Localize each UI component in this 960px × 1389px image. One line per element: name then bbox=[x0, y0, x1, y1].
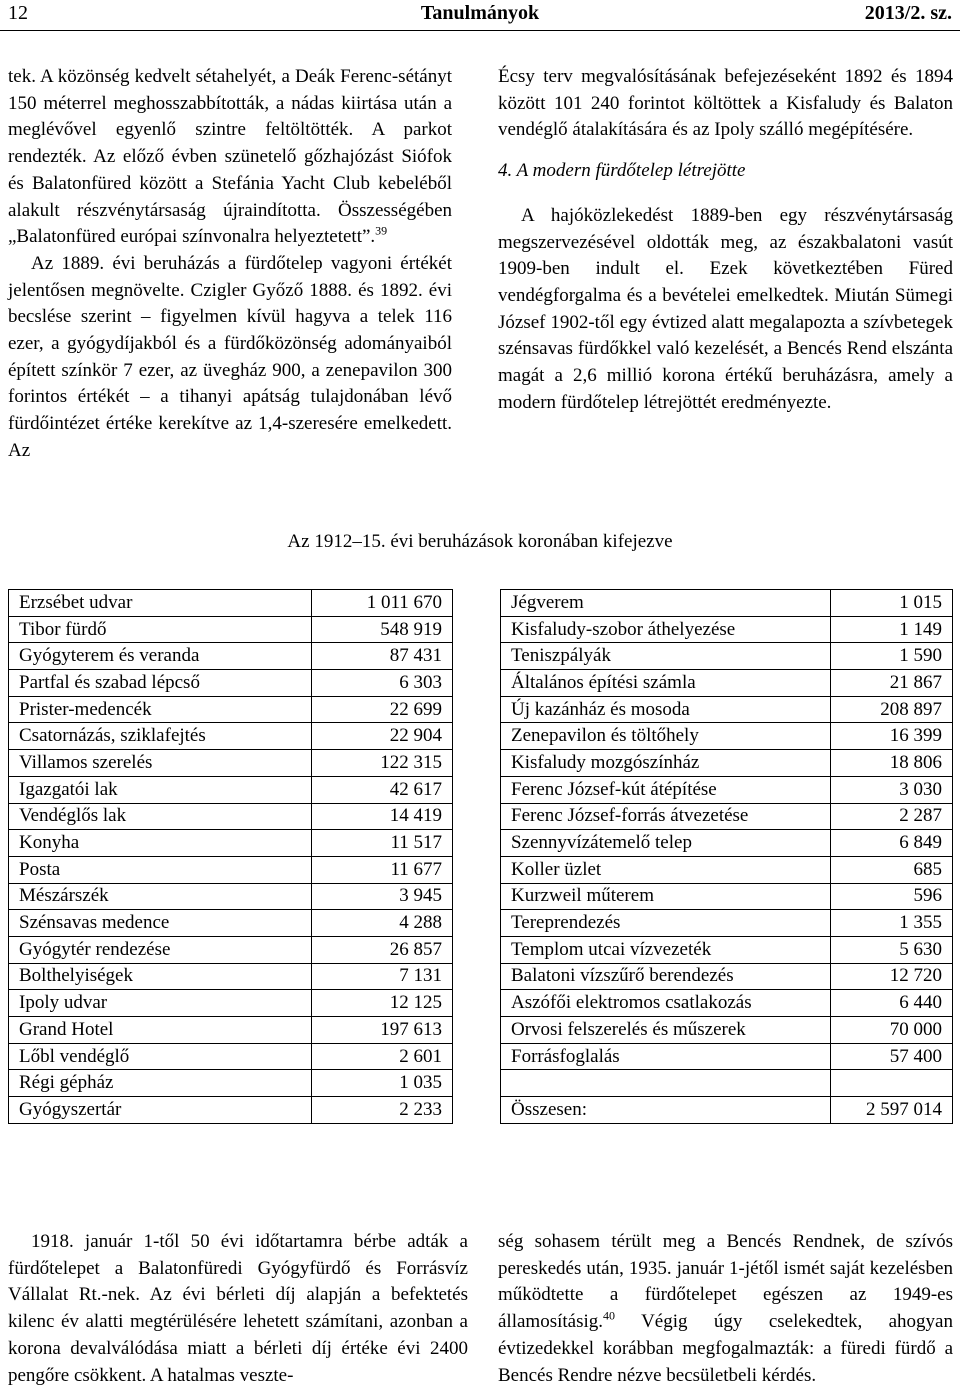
table-row bbox=[501, 1043, 953, 1070]
issue-label: 2013/2. sz. bbox=[864, 2, 952, 24]
section-heading: 4. A modern fürdőtelep létrejötte bbox=[498, 160, 746, 182]
item-name-cell: Teniszpályák bbox=[501, 643, 831, 670]
item-name-cell: Összesen: bbox=[501, 1097, 831, 1124]
item-value-cell: 87 431 bbox=[312, 643, 453, 670]
bottom-right-column bbox=[498, 1229, 953, 1389]
item-value-cell: 3 030 bbox=[830, 776, 952, 803]
item-value-cell: 1 149 bbox=[830, 616, 952, 643]
paragraph-text: tek. A közönség kedvelt sétahelyét, a Deák Ferenc-sétányt 150 méterrel meghosszabbították, a nádas kiirtása után a meglévővel egyenlő szintre feltöltötték. A parkot rendezték. Az előző évben szünetelő gőzhajózást Siófok és Balatonfüred között a Stefánia Yacht Club kebeléből alakult részvénytársaság újraindította. Összességében „Balatonfüred európai színvonalra helyeztetett”. bbox=[8, 66, 452, 248]
item-name-cell: Villamos szerelés bbox=[9, 750, 312, 777]
item-value-cell: 1 035 bbox=[312, 1070, 453, 1097]
paragraph-text: Végig úgy cselekedtek, ahogyan évtizedekkel korábban megfogalmazták: a füredi fürdő a Bencés Rendre nézve becsületbeli kérdés. bbox=[498, 1311, 953, 1386]
paragraph: A hajóközlekedést 1889-ben egy részvénytársaság megszervezésével oldották meg, az északbalatoni vasút 1909-ben indult el. Ezek következtében Füred vendégforgalma és a bevételei emelkedtek. Miután Sümegi József 1902-től egy évtized alatt megalapozta a szívbetegek szénsavas fürdőkkel való kezelését, a Bencés Rend elszánta magát a 2,6 millió korona értékű beruházásra, amely a modern fürdőtelep létrejöttét eredményezte. bbox=[498, 204, 953, 413]
item-name-cell: Ferenc József-kút átépítése bbox=[501, 776, 831, 803]
table-row bbox=[9, 750, 453, 777]
item-name-cell: Bolthelyiségek bbox=[9, 963, 312, 990]
item-value-cell: 1 015 bbox=[830, 590, 952, 617]
item-value-cell: 2 287 bbox=[830, 803, 952, 830]
paragraph-text: ség sohasem térült meg a Bencés Rendnek, de szívós pereskedés után, 1935. január 1-jétől ismét saját kezelésben működtette a fürdőtelepet egészen az 1949-es államosításig. bbox=[498, 1231, 953, 1333]
table-row bbox=[501, 1097, 953, 1124]
item-value-cell: 685 bbox=[830, 856, 952, 883]
table-row bbox=[9, 883, 453, 910]
item-name-cell: Lőbl vendéglő bbox=[9, 1043, 312, 1070]
item-value-cell: 1 355 bbox=[830, 910, 952, 937]
table-row bbox=[9, 910, 453, 937]
item-value-cell: 14 419 bbox=[312, 803, 453, 830]
item-value-cell: 12 125 bbox=[312, 990, 453, 1017]
item-value-cell: 7 131 bbox=[312, 963, 453, 990]
item-value-cell bbox=[830, 1070, 952, 1097]
item-value-cell: 122 315 bbox=[312, 750, 453, 777]
table-row bbox=[501, 883, 953, 910]
investment-table-right bbox=[500, 589, 953, 1124]
item-value-cell: 21 867 bbox=[830, 670, 952, 697]
item-value-cell: 197 613 bbox=[312, 1017, 453, 1044]
item-value-cell: 18 806 bbox=[830, 750, 952, 777]
item-name-cell: Tibor fürdő bbox=[9, 616, 312, 643]
item-name-cell: Partfal és szabad lépcső bbox=[9, 670, 312, 697]
item-name-cell: Aszófői elektromos csatlakozás bbox=[501, 990, 831, 1017]
item-value-cell: 16 399 bbox=[830, 723, 952, 750]
item-value-cell: 70 000 bbox=[830, 1017, 952, 1044]
item-value-cell: 22 904 bbox=[312, 723, 453, 750]
item-name-cell: Kisfaludy mozgószínház bbox=[501, 750, 831, 777]
table-row bbox=[9, 1070, 453, 1097]
table-row bbox=[501, 590, 953, 617]
item-name-cell: Orvosi felszerelés és műszerek bbox=[501, 1017, 831, 1044]
item-name-cell: Templom utcai vízvezeték bbox=[501, 936, 831, 963]
item-name-cell: Gyógyterem és veranda bbox=[9, 643, 312, 670]
table-row bbox=[9, 776, 453, 803]
item-value-cell: 11 677 bbox=[312, 856, 453, 883]
item-name-cell: Általános építési számla bbox=[501, 670, 831, 697]
table-row bbox=[501, 910, 953, 937]
table-row bbox=[9, 670, 453, 697]
footnote-ref: 39 bbox=[375, 223, 388, 238]
item-name-cell: Posta bbox=[9, 856, 312, 883]
item-name-cell: Konyha bbox=[9, 830, 312, 857]
table-row bbox=[501, 750, 953, 777]
page-number: 12 bbox=[8, 2, 28, 24]
item-name-cell bbox=[501, 1070, 831, 1097]
item-name-cell: Prister-medencék bbox=[9, 696, 312, 723]
paragraph: Écsy terv megvalósításának befejezéseként 1892 és 1894 között 101 240 forintot költöttek a Kisfaludy és Balaton vendéglő átalakítására és az Ipoly szálló megépítésére. bbox=[498, 66, 953, 141]
investment-table-left bbox=[8, 589, 453, 1124]
item-name-cell: Mészárszék bbox=[9, 883, 312, 910]
item-name-cell: Új kazánház és mosoda bbox=[501, 696, 831, 723]
item-name-cell: Gyógyszertár bbox=[9, 1097, 312, 1124]
table-row bbox=[501, 830, 953, 857]
table-row bbox=[501, 1070, 953, 1097]
table-row bbox=[9, 1097, 453, 1124]
item-value-cell: 4 288 bbox=[312, 910, 453, 937]
item-value-cell: 26 857 bbox=[312, 936, 453, 963]
table-row bbox=[9, 856, 453, 883]
item-name-cell: Zenepavilon és töltőhely bbox=[501, 723, 831, 750]
item-name-cell: Grand Hotel bbox=[9, 1017, 312, 1044]
item-name-cell: Igazgatói lak bbox=[9, 776, 312, 803]
item-value-cell: 6 303 bbox=[312, 670, 453, 697]
item-value-cell: 2 233 bbox=[312, 1097, 453, 1124]
item-name-cell: Szénsavas medence bbox=[9, 910, 312, 937]
item-value-cell: 548 919 bbox=[312, 616, 453, 643]
item-value-cell: 12 720 bbox=[830, 963, 952, 990]
paragraph bbox=[498, 1229, 953, 1389]
item-value-cell: 208 897 bbox=[830, 696, 952, 723]
table-row bbox=[501, 856, 953, 883]
paragraph bbox=[8, 64, 452, 251]
item-value-cell: 11 517 bbox=[312, 830, 453, 857]
item-name-cell: Régi gépház bbox=[9, 1070, 312, 1097]
table-row bbox=[9, 1017, 453, 1044]
item-value-cell: 42 617 bbox=[312, 776, 453, 803]
item-name-cell: Szennyvízátemelő telep bbox=[501, 830, 831, 857]
table-row bbox=[9, 643, 453, 670]
item-value-cell: 6 849 bbox=[830, 830, 952, 857]
item-value-cell: 1 590 bbox=[830, 643, 952, 670]
table-row bbox=[9, 616, 453, 643]
item-name-cell: Balatoni vízszűrő berendezés bbox=[501, 963, 831, 990]
table-row bbox=[501, 696, 953, 723]
table-row bbox=[9, 696, 453, 723]
table-row bbox=[501, 670, 953, 697]
item-value-cell: 2 597 014 bbox=[830, 1097, 952, 1124]
table-row bbox=[501, 936, 953, 963]
table-row bbox=[9, 723, 453, 750]
item-value-cell: 5 630 bbox=[830, 936, 952, 963]
table-row bbox=[9, 590, 453, 617]
table-row bbox=[9, 1043, 453, 1070]
footnote-ref: 40 bbox=[603, 1308, 616, 1323]
table-row bbox=[501, 616, 953, 643]
item-value-cell: 22 699 bbox=[312, 696, 453, 723]
table-row bbox=[9, 990, 453, 1017]
table-caption: Az 1912–15. évi beruházások koronában kifejezve bbox=[287, 531, 673, 552]
item-name-cell: Gyógytér rendezése bbox=[9, 936, 312, 963]
running-title: Tanulmányok bbox=[420, 2, 540, 24]
table-row bbox=[501, 643, 953, 670]
item-name-cell: Kisfaludy-szobor áthelyezése bbox=[501, 616, 831, 643]
item-name-cell: Ipoly udvar bbox=[9, 990, 312, 1017]
page-header bbox=[0, 0, 960, 31]
table-row bbox=[9, 830, 453, 857]
item-name-cell: Ferenc József-forrás átvezetése bbox=[501, 803, 831, 830]
paragraph: Az 1889. évi beruházás a fürdőtelep vagyoni értékét jelentősen megnövelte. Czigler Győző 1888. és 1892. évi becslése szerint – figyelmen kívül hagyva a telek 116 ezer, a gyógydíjakból és a fürdőközönség adományaiból épített színkör 7 ezer, az üvegház 900, a zenepavilon 300 forintos értékét – a tihanyi apátság tulajdonában lévő fürdőintézet értéke kerekítve az 1,4-szeresére emelkedett. Az bbox=[8, 252, 452, 461]
item-value-cell: 596 bbox=[830, 883, 952, 910]
top-right-column bbox=[498, 64, 953, 416]
table-row bbox=[9, 936, 453, 963]
bottom-left-column bbox=[8, 1229, 468, 1389]
item-name-cell: Erzsébet udvar bbox=[9, 590, 312, 617]
item-name-cell: Tereprendezés bbox=[501, 910, 831, 937]
table-row bbox=[501, 803, 953, 830]
paragraph: 1918. január 1-től 50 évi időtartamra bérbe adták a fürdőtelepet a Balatonfüredi Gyógyfürdő és Forrásvíz Vállalat Rt.-nek. Az évi bérleti díj alapján a befektetés kilenc év alatti megtérülésére lehetett számítani, azonban a korona devalválódása miatt a bérleti díj értéke évi 2400 pengőre csökkent. A hatalmas veszte- bbox=[8, 1231, 468, 1386]
item-name-cell: Koller üzlet bbox=[501, 856, 831, 883]
item-name-cell: Csatornázás, sziklafejtés bbox=[9, 723, 312, 750]
item-name-cell: Forrásfoglalás bbox=[501, 1043, 831, 1070]
item-name-cell: Vendéglős lak bbox=[9, 803, 312, 830]
item-name-cell: Jégverem bbox=[501, 590, 831, 617]
item-value-cell: 1 011 670 bbox=[312, 590, 453, 617]
item-value-cell: 3 945 bbox=[312, 883, 453, 910]
table-row bbox=[501, 963, 953, 990]
table-row bbox=[9, 963, 453, 990]
table-row bbox=[501, 776, 953, 803]
item-value-cell: 2 601 bbox=[312, 1043, 453, 1070]
item-value-cell: 57 400 bbox=[830, 1043, 952, 1070]
table-row bbox=[501, 1017, 953, 1044]
table-row bbox=[501, 723, 953, 750]
item-value-cell: 6 440 bbox=[830, 990, 952, 1017]
table-row bbox=[9, 803, 453, 830]
top-left-column bbox=[8, 64, 452, 465]
item-name-cell: Kurzweil műterem bbox=[501, 883, 831, 910]
table-row bbox=[501, 990, 953, 1017]
